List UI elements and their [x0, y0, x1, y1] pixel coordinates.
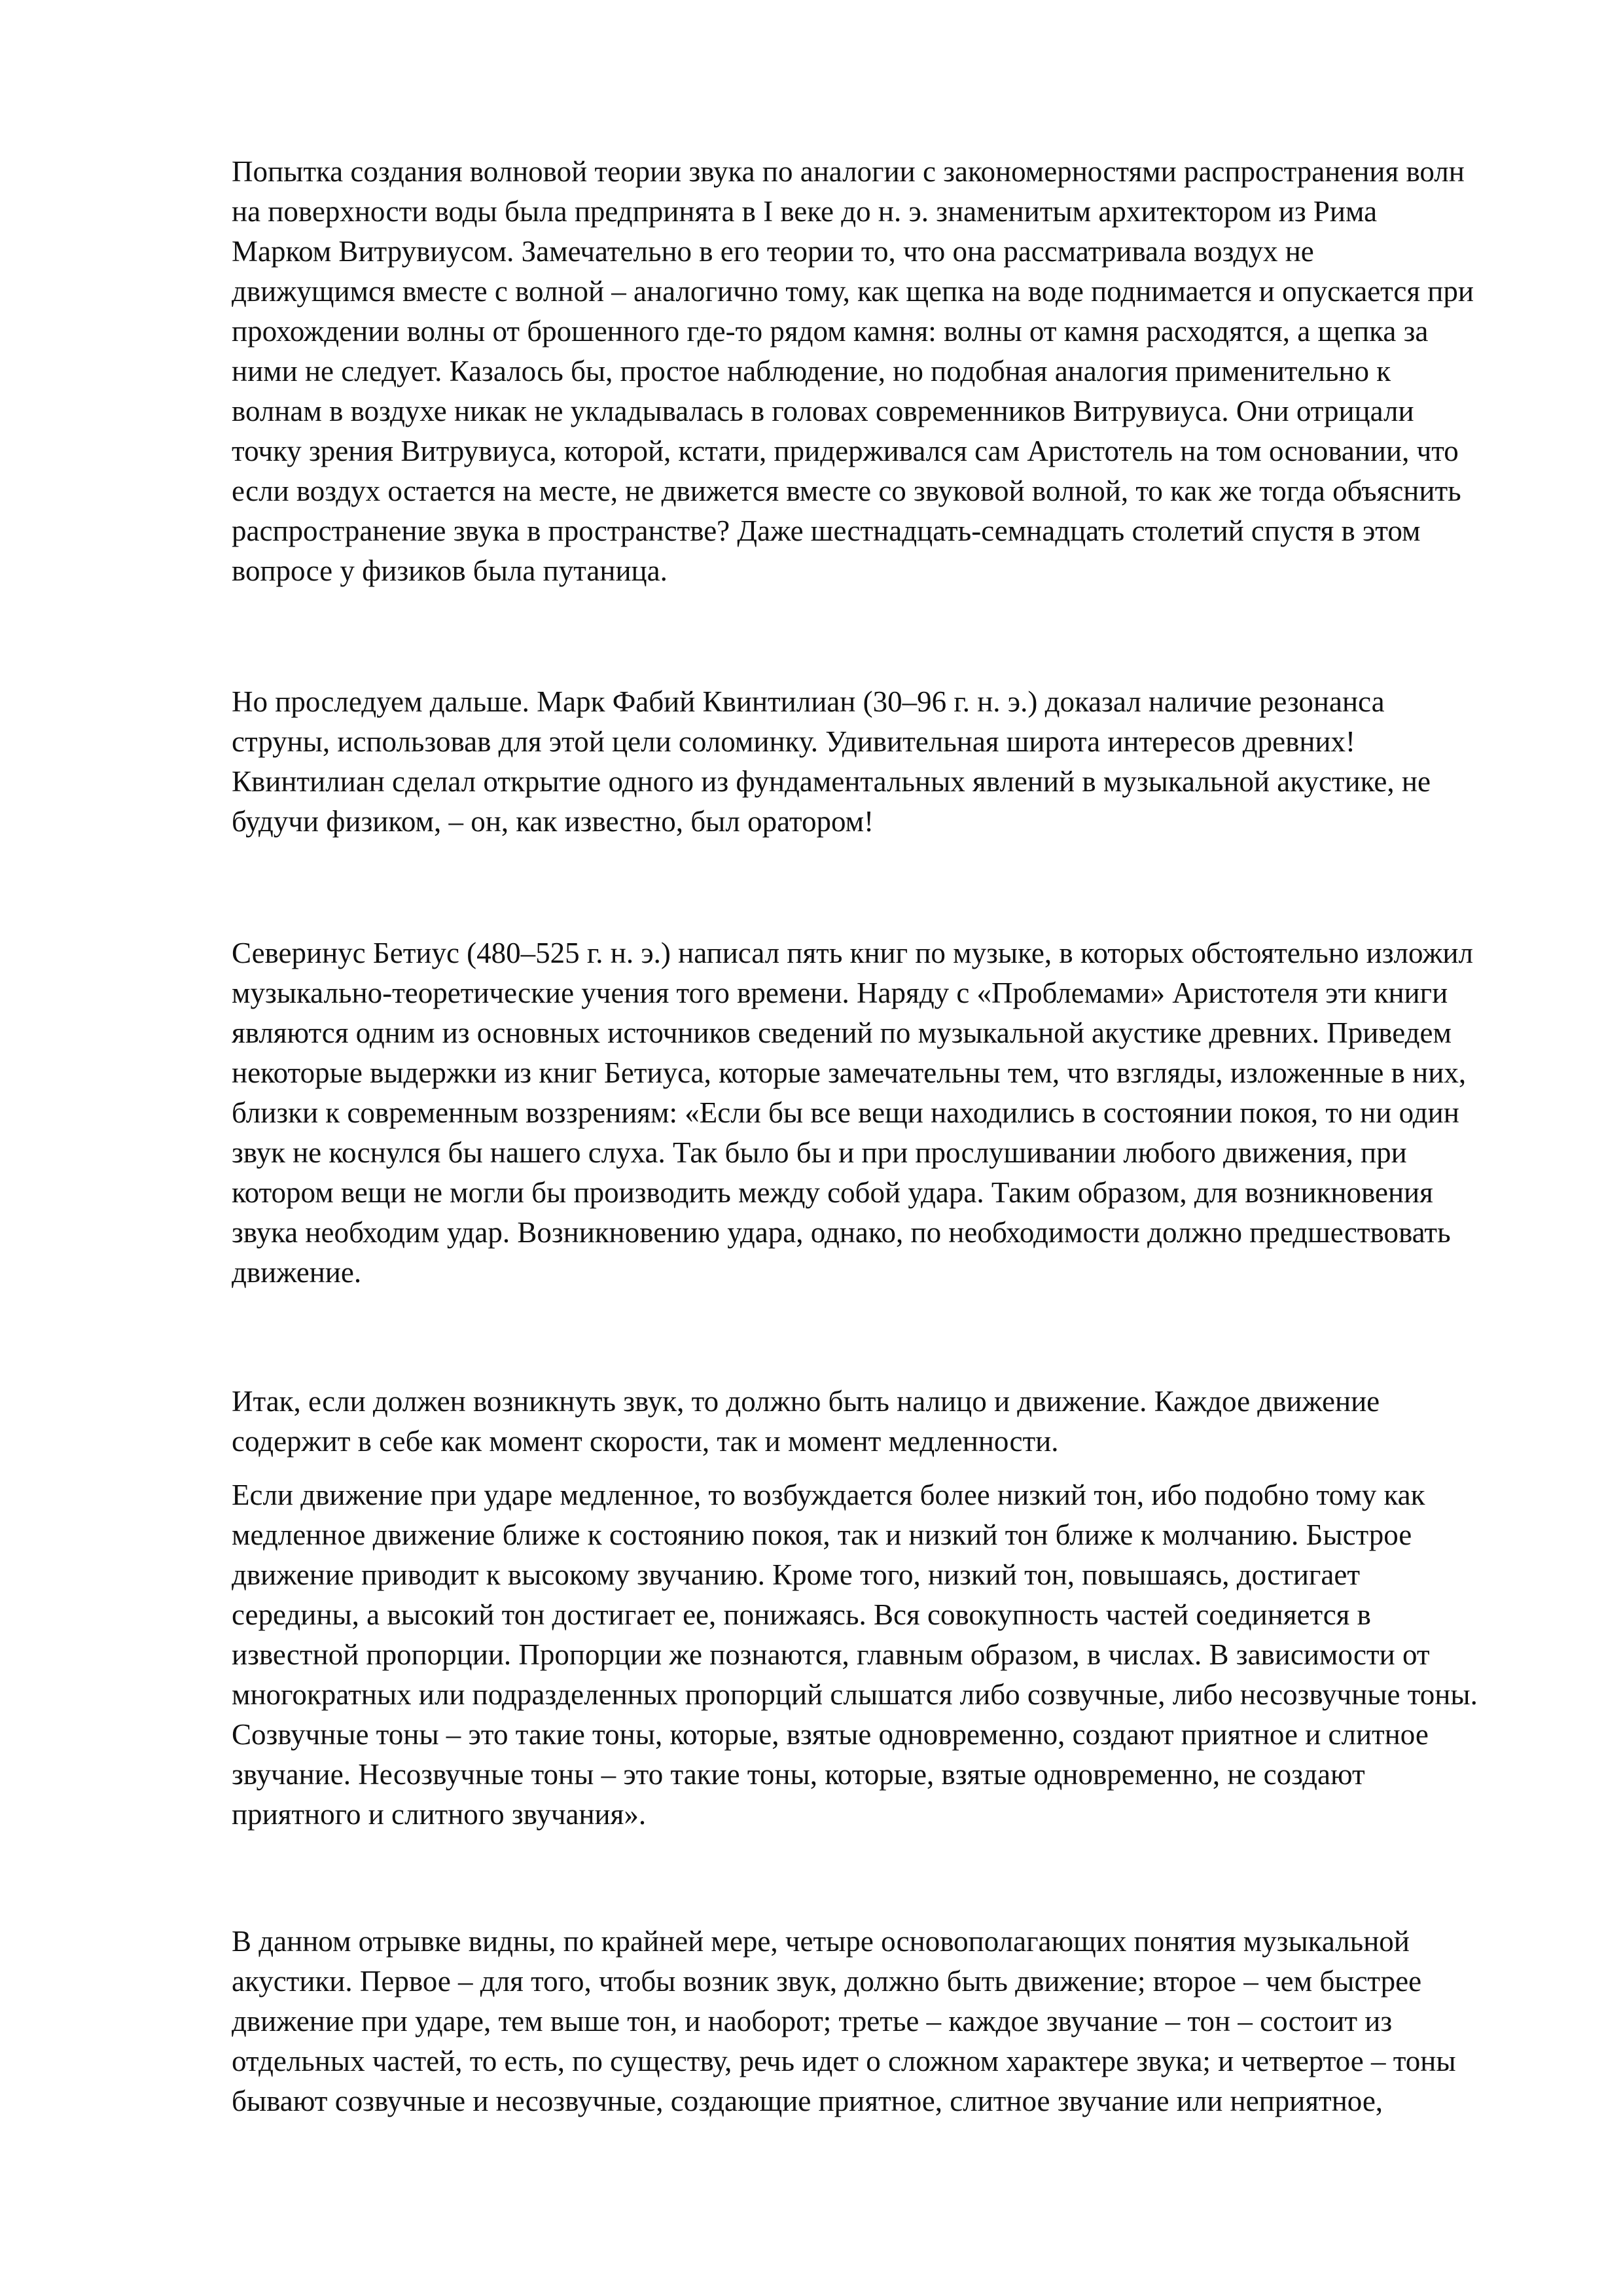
text-line: многократных или подразделенных пропорций слышатся либо созвучные, либо несозвучные тоны.	[232, 1678, 1478, 1711]
text-line: вопросе у физиков была путаница.	[232, 554, 668, 587]
text-line: распространение звука в пространстве? Даже шестнадцать-семнадцать столетий спустя в этом	[232, 514, 1421, 547]
paragraph-vitruvius	[232, 152, 1514, 591]
text-line: точку зрения Витрувиуса, которой, кстати, придерживался сам Аристотель на том основании, что	[232, 435, 1459, 467]
text-line: волнам в воздухе никак не укладывалась в головах современников Витрувиуса. Они отрицали	[232, 395, 1414, 427]
text-line: будучи физиком, – он, как известно, был оратором!	[232, 805, 874, 838]
paragraph-quintilian	[232, 682, 1514, 842]
paragraph-concepts	[232, 1922, 1514, 2121]
text-line: Если движение при ударе медленное, то возбуждается более низкий тон, ибо подобно тому как	[232, 1479, 1425, 1511]
text-line: известной пропорции. Пропорции же познаются, главным образом, в числах. В зависимости от	[232, 1638, 1430, 1671]
text-line: медленное движение ближе к состоянию покоя, так и низкий тон ближе к молчанию. Быстрое	[232, 1518, 1412, 1551]
text-line: Северинус Бетиус (480–525 г. н. э.) написал пять книг по музыке, в которых обстоятельно изложил	[232, 937, 1473, 969]
text-line: Итак, если должен возникнуть звук, то должно быть налицо и движение. Каждое движение	[232, 1385, 1380, 1418]
text-line: струны, использовав для этой цели соломинку. Удивительная широта интересов древних!	[232, 725, 1355, 758]
text-line: являются одним из основных источников сведений по музыкальной акустике древних. Приведем	[232, 1016, 1452, 1049]
text-line: котором вещи не могли бы производить между собой удара. Таким образом, для возникновения	[232, 1176, 1433, 1209]
text-line: если воздух остается на месте, не движется вместе со звуковой волной, то как же тогда объяснить	[232, 475, 1461, 507]
text-line: звука необходим удар. Возникновению удара, однако, по необходимости должно предшествовать	[232, 1216, 1451, 1249]
text-line: движение при ударе, тем выше тон, и наоборот; третье – каждое звучание – тон – состоит из	[232, 2005, 1393, 2037]
text-line: В данном отрывке видны, по крайней мере, четыре основополагающих понятия музыкальной	[232, 1925, 1410, 1958]
text-line: прохождении волны от брошенного где-то рядом камня: волны от камня расходятся, а щепка за	[232, 315, 1429, 348]
text-line: звучание. Несозвучные тоны – это такие тоны, которые, взятые одновременно, не создают	[232, 1758, 1365, 1791]
text-line: Марком Витрувиусом. Замечательно в его теории то, что она рассматривала воздух не	[232, 235, 1314, 268]
text-line: содержит в себе как момент скорости, так и момент медленности.	[232, 1425, 1059, 1458]
paragraph-tones	[232, 1475, 1514, 1835]
paragraph-boethius	[232, 933, 1514, 1293]
paragraph-motion	[232, 1382, 1514, 1462]
text-line: Но проследуем дальше. Марк Фабий Квинтилиан (30–96 г. н. э.) доказал наличие резонанса	[232, 685, 1385, 718]
text-line: акустики. Первое – для того, чтобы возник звук, должно быть движение; второе – чем быстрее	[232, 1965, 1422, 1998]
text-line: отдельных частей, то есть, по существу, речь идет о сложном характере звука; и четвертое – тоны	[232, 2045, 1456, 2077]
text-line: середины, а высокий тон достигает ее, понижаясь. Вся совокупность частей соединяется в	[232, 1598, 1371, 1631]
text-line: музыкально-теоретические учения того времени. Наряду с «Проблемами» Аристотеля эти книги	[232, 977, 1448, 1009]
text-line: Попытка создания волновой теории звука по аналогии с закономерностями распространения волн	[232, 155, 1465, 188]
text-line: близки к современным воззрениям: «Если бы все вещи находились в состоянии покоя, то ни один	[232, 1096, 1459, 1129]
text-line: Созвучные тоны – это такие тоны, которые, взятые одновременно, создают приятное и слитное	[232, 1718, 1429, 1751]
text-line: Квинтилиан сделал открытие одного из фундаментальных явлений в музыкальной акустике, не	[232, 765, 1431, 798]
text-line: бывают созвучные и несозвучные, создающие приятное, слитное звучание или неприятное,	[232, 2085, 1383, 2117]
text-line: движение приводит к высокому звучанию. Кроме того, низкий тон, повышаясь, достигает	[232, 1558, 1360, 1591]
text-line: ними не следует. Казалось бы, простое наблюдение, но подобная аналогия применительно к	[232, 355, 1391, 387]
text-line: движущимся вместе с волной – аналогично тому, как щепка на воде поднимается и опускается при	[232, 275, 1474, 308]
text-line: некоторые выдержки из книг Бетиуса, которые замечательны тем, что взгляды, изложенные в них,	[232, 1056, 1467, 1089]
text-line: движение.	[232, 1256, 362, 1289]
text-line: на поверхности воды была предпринята в I веке до н. э. знаменитым архитектором из Рима	[232, 195, 1378, 228]
text-line: приятного и слитного звучания».	[232, 1798, 647, 1831]
text-line: звук не коснулся бы нашего слуха. Так было бы и при прослушивании любого движения, при	[232, 1136, 1407, 1169]
